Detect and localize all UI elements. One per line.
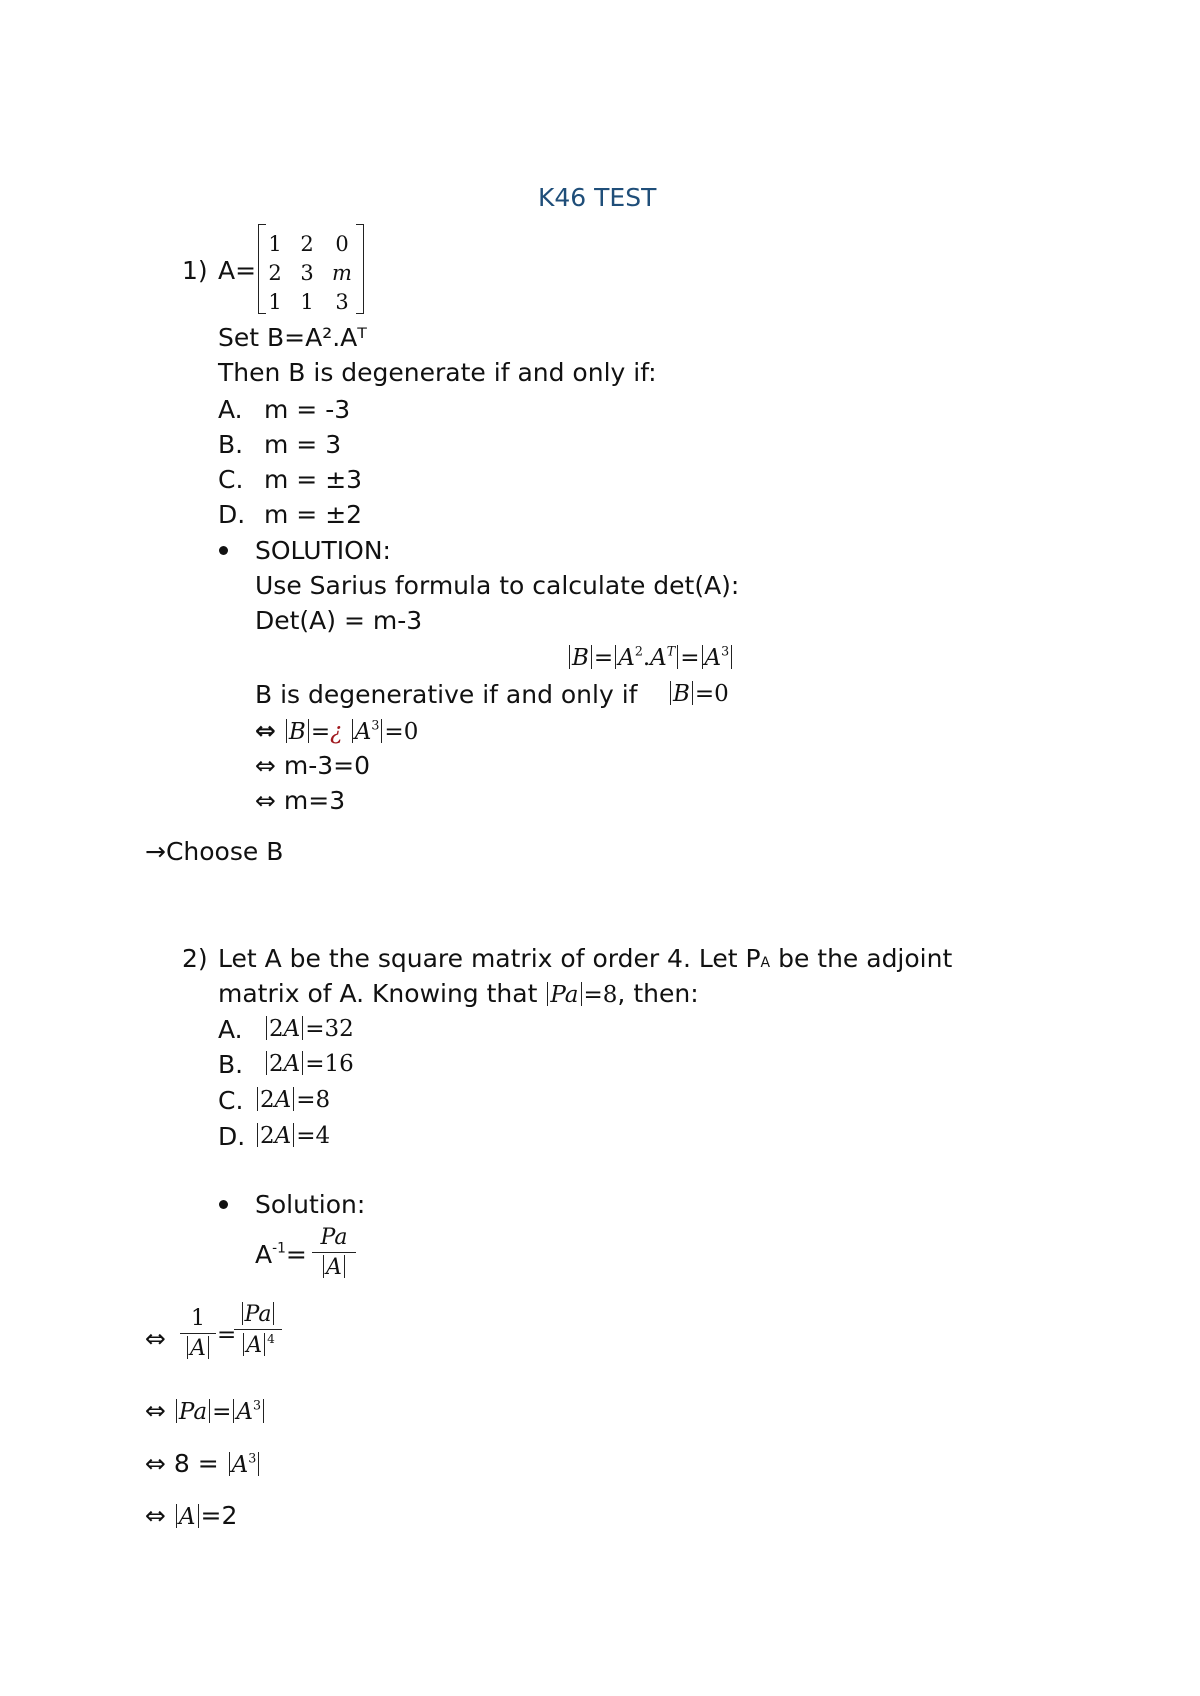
q2-step3: ⇔ $8 = A^3$ [145,1451,261,1477]
q2-line1-sub: A [760,955,771,971]
q2-inverse-lhs: $A^{-1}=$ [255,1240,307,1269]
q1-statement: Then B is degenerate if and only if: [218,358,657,387]
q1-option-letter: D. [218,500,246,529]
q1-a-equals: A= [218,256,257,285]
matrix-cell: 0 [335,232,349,256]
q2-option-letter: A. [218,1015,243,1044]
q2-step1-left-fraction: 1 A [180,1306,216,1361]
q2-option-formula: 2A =4 [255,1123,330,1148]
matrix-cell: 2 [268,261,282,285]
bullet-icon [219,1200,228,1209]
q2-step1-equals: = [217,1322,237,1348]
q2-option-letter: D. [218,1122,246,1151]
q2-step2: ⇔ $Pa = A^3$ [145,1398,266,1424]
bullet-icon [219,546,228,555]
q1-solution-label: SOLUTION: [255,536,391,565]
q1-solution-line1: Use Sarius formula to calculate det(A): [255,571,740,600]
equiv-icon: ⇔ [145,1324,166,1353]
q2-line2: matrix of A. Knowing that Pa =8, then: [218,979,699,1008]
matrix-cell: 3 [335,290,349,314]
matrix-cell: 3 [300,261,314,285]
q1-option-letter: C. [218,465,244,494]
q1-option-text: m = ±2 [264,500,363,529]
q1-option-letter: A. [218,395,243,424]
q2-solution-label: Solution: [255,1190,366,1219]
q1-step-m: ⇔ m=3 [255,786,346,815]
matrix-cell: 1 [300,290,314,314]
q1-option-text: m = 3 [264,430,342,459]
q1-option-letter: B. [218,430,244,459]
matrix-cell: m [332,261,352,285]
q2-line1 [218,946,952,971]
q1-option-text: m = ±3 [264,465,363,494]
q2-line2-end: , then: [617,979,699,1008]
q2-step1-right-fraction: Pa A $^4$ [234,1302,282,1358]
page-title: K46 TEST [538,183,657,212]
q2-step4: ⇔ A =2 [145,1501,238,1530]
q2-option-formula: 2A =16 [264,1051,354,1076]
q2-line1-text: Let A be the square matrix of order 4. Let P [218,944,761,973]
q1-det-b-zero: B =0 [668,681,729,706]
q2-number: 2) [182,944,208,973]
q2-line1-end: be the adjoint [770,944,953,973]
matrix-a [258,224,364,314]
q2-option-formula: 2A =32 [264,1016,354,1041]
q2-option-letter: C. [218,1086,244,1115]
q1-step-m3: ⇔ m-3=0 [255,751,371,780]
matrix-cell: 2 [300,232,314,256]
q1-degenerative-text: B is degenerative if and only if [255,680,638,709]
q2-option-formula: 2A =8 [255,1087,330,1112]
q1-step-equiv: ⇔ B =¿ $A^3 =0$ [255,716,419,745]
matrix-right-bracket [356,224,364,314]
q2-option-letter: B. [218,1050,244,1079]
q1-option-text: m = -3 [264,395,351,424]
q1-solution-line2: Det(A) = m-3 [255,606,423,635]
q2-inverse-fraction: Pa A [312,1225,356,1280]
q1-number: 1) [182,256,208,285]
q1-det-b-formula: $B = A^2.A^T = A^3$ [567,645,734,670]
q1-choose: →Choose B [145,837,284,866]
q1-set-b: Set B=A².Aᵀ [218,323,367,352]
matrix-cell: 1 [268,290,282,314]
q2-line2-start: matrix of A. Knowing that [218,979,538,1008]
matrix-cell: 1 [268,232,282,256]
